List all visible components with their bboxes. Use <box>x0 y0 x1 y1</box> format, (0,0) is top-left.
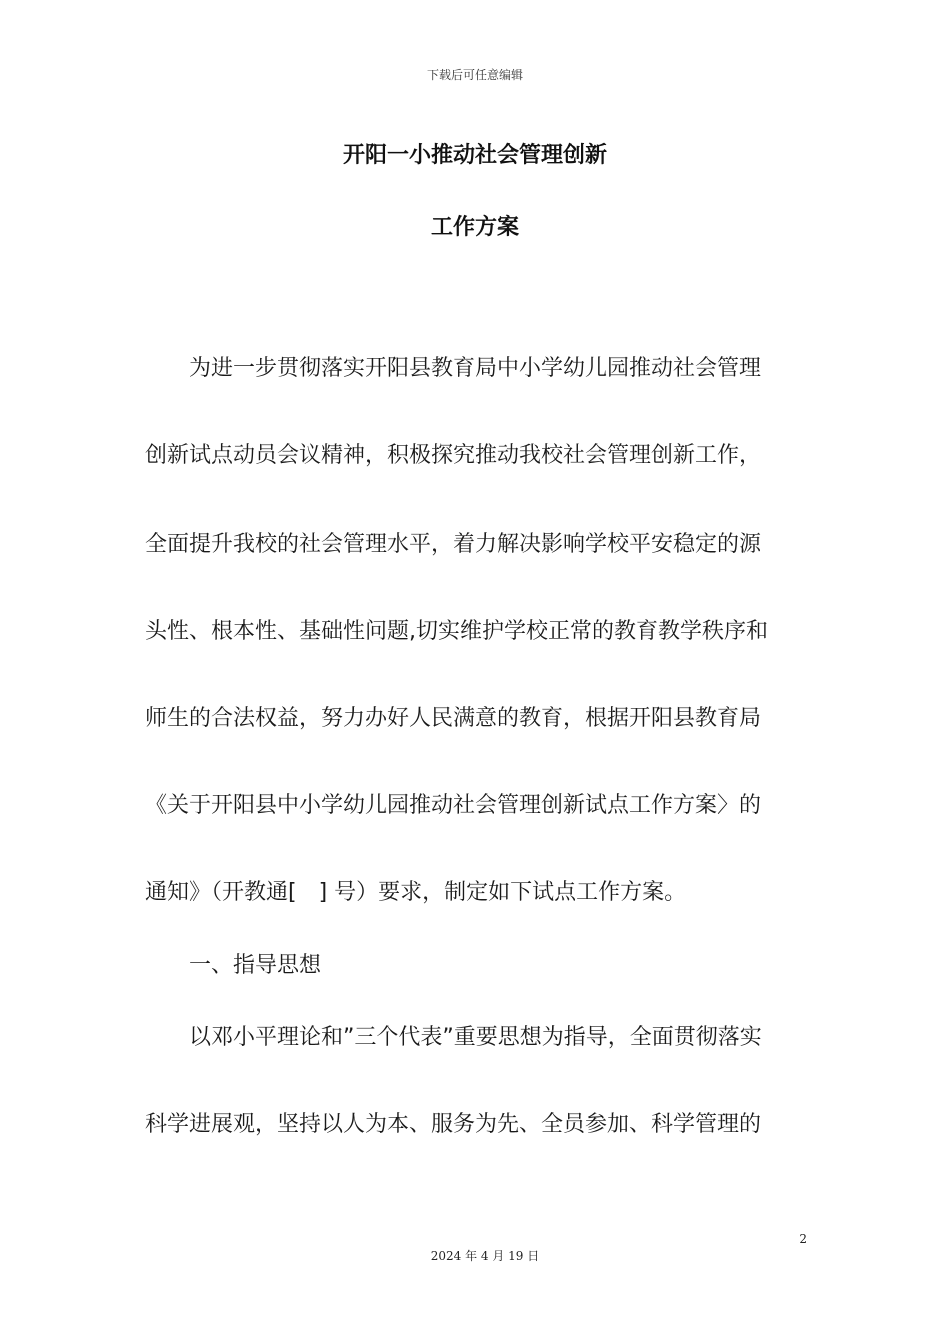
document-title-line-2: 工作方案 <box>430 215 519 240</box>
body-line-3: 全面提升我校的社会管理水平，着力解决影响学校平安稳定的源 <box>145 532 762 557</box>
page-number: 2 <box>799 1232 807 1246</box>
header-note: 下载后可任意编辑 <box>426 68 523 82</box>
section-heading-guiding-ideology: 一、指导思想 <box>145 953 322 978</box>
body-line-4: 头性、根本性、基础性问题,切实维护学校正常的教育教学秩序和 <box>145 619 768 644</box>
body-line-5: 师生的合法权益，努力办好人民满意的教育，根据开阳县教育局 <box>145 706 762 731</box>
body-line-1: 为进一步贯彻落实开阳县教育局中小学幼儿园推动社会管理 <box>145 356 762 381</box>
body-line-2: 创新试点动员会议精神，积极探究推动我校社会管理创新工作， <box>145 443 762 468</box>
document-title-line-1: 开阳一小推动社会管理创新 <box>342 143 607 168</box>
footer-date: 2024 年 4 月 19 日 <box>430 1249 540 1263</box>
body-line-6: 《关于开阳县中小学幼儿园推动社会管理创新试点工作方案〉的 <box>145 793 762 818</box>
body-line-7: 通知》（开教通[ ] 号）要求，制定如下试点工作方案。 <box>145 880 687 905</box>
body-line-10: 科学进展观，坚持以人为本、服务为先、全员参加、科学管理的 <box>145 1112 762 1137</box>
body-line-9: 以邓小平理论和”三个代表”重要思想为指导，全面贯彻落实 <box>145 1025 762 1050</box>
